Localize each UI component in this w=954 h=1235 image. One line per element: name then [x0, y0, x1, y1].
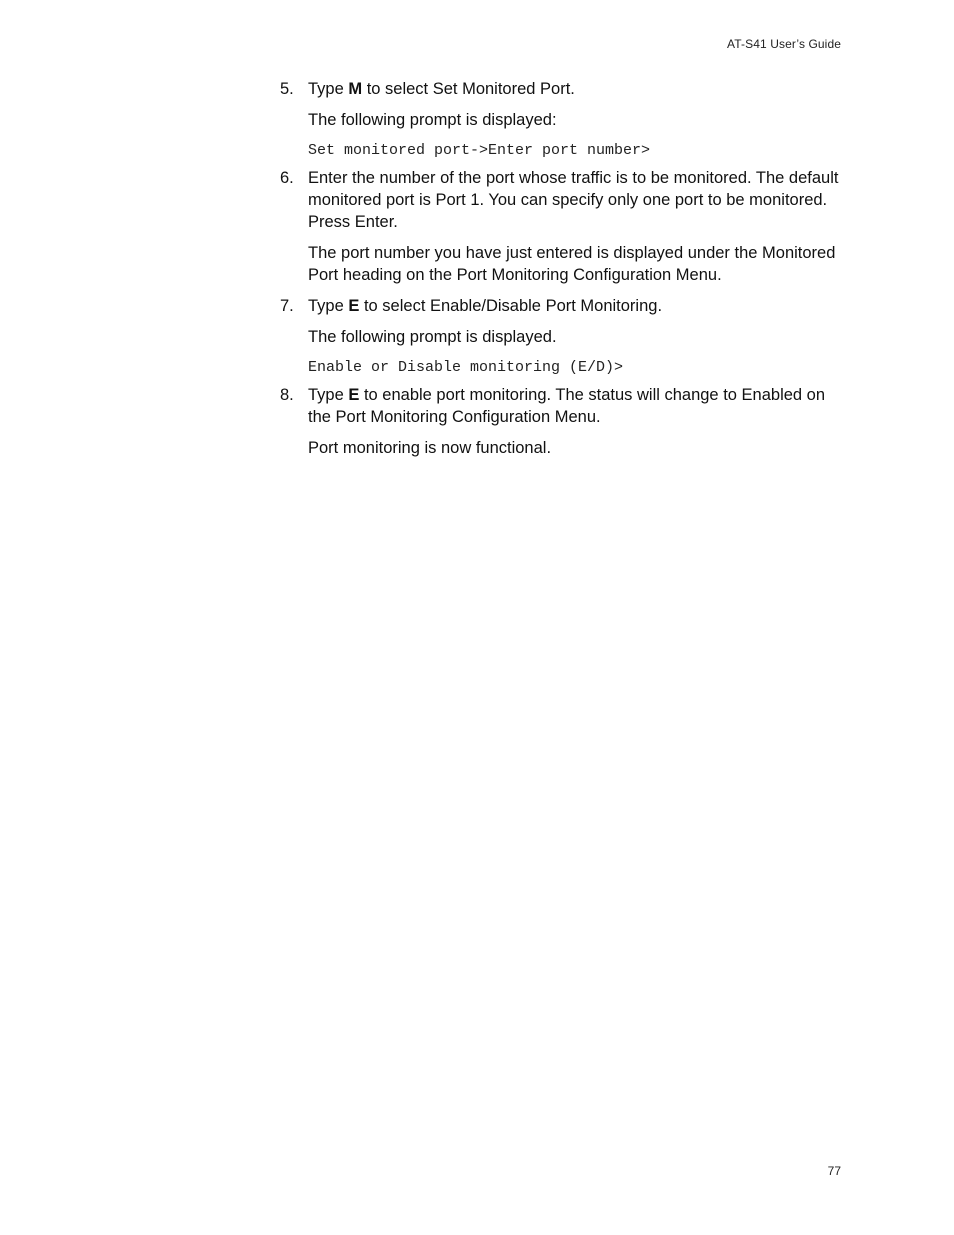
step-5-followup: The following prompt is displayed:	[308, 111, 557, 129]
prompt-code: Set monitored port->Enter port number>	[308, 142, 651, 159]
step-number: 7.	[280, 297, 294, 315]
step-number: 5.	[280, 80, 294, 98]
step-5	[280, 78, 840, 100]
step-text-post: to select Set Monitored Port.	[362, 80, 575, 98]
step-6-followup: The port number you have just entered is displayed under the Monitored Port heading on the Port Monitoring Configuration Menu.	[308, 244, 836, 284]
step-6	[280, 167, 840, 233]
key-name: M	[348, 80, 363, 98]
key-name: E	[348, 297, 360, 315]
step-text-pre: Type	[308, 297, 349, 315]
key-name: E	[348, 386, 360, 404]
prompt-code: Enable or Disable monitoring (E/D)>	[308, 359, 624, 376]
step-number: 6.	[280, 169, 294, 187]
step-text: Enter the number of the port whose traffic is to be monitored. The default monitored port is Port 1. You can specify only one port to be monitored. Press Enter.	[308, 169, 839, 231]
step-text-pre: Type	[308, 80, 349, 98]
step-text-post: to enable port monitoring. The status will change to Enabled on the Port Monitoring Configuration Menu.	[308, 386, 826, 426]
step-7-followup: The following prompt is displayed.	[308, 328, 557, 346]
document-body	[280, 78, 840, 459]
step-8-followup: Port monitoring is now functional.	[308, 439, 552, 457]
step-text-post: to select Enable/Disable Port Monitoring.	[359, 297, 663, 315]
step-number: 8.	[280, 386, 294, 404]
step-text-pre: Type	[308, 386, 349, 404]
step-8	[280, 384, 840, 428]
page-number: 77	[827, 1164, 841, 1178]
step-7	[280, 295, 840, 317]
running-header: AT-S41 User’s Guide	[727, 37, 841, 51]
